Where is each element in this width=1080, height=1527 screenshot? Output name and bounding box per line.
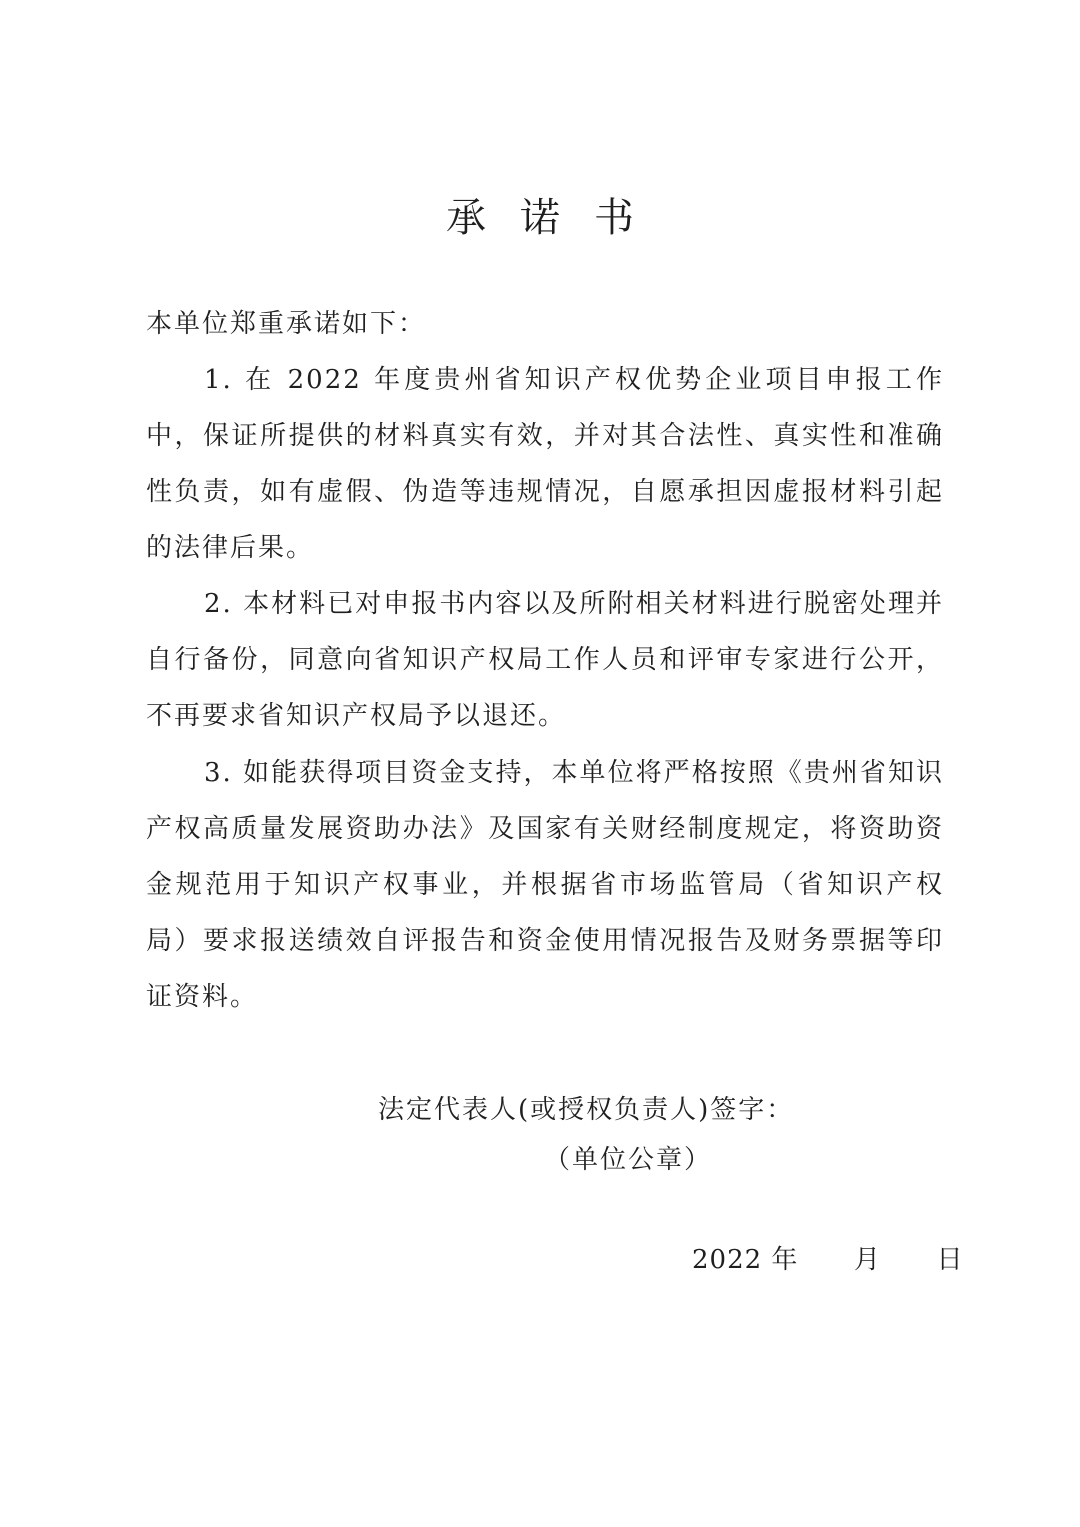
signature-label: 法定代表人(或授权负责人)签字： xyxy=(378,1095,795,1125)
commitment-item-1: 1. 在 2022 年度贵州省知识产权优势企业项目申报工作中，保证所提供的材料真实有效，并对其合法性、真实性和准确性负责，如有虚假、伪造等违规情况，自愿承担因虚报材料引起的法律后果。 xyxy=(146,365,944,563)
intro-text: 本单位郑重承诺如下： xyxy=(146,309,427,339)
seal-label: （单位公章） xyxy=(544,1145,713,1175)
commitment-item-2: 2. 本材料已对申报书内容以及所附相关材料进行脱密处理并自行备份，同意向省知识产权局工作人员和评审专家进行公开，不再要求省知识产权局予以退还。 xyxy=(146,589,944,731)
document-title: 承诺书 xyxy=(446,195,668,241)
date-line: 2022 年 月 日 xyxy=(692,1245,964,1275)
commitment-item-3: 3. 如能获得项目资金支持，本单位将严格按照《贵州省知识产权高质量发展资助办法》及国家有关财经制度规定，将资助资金规范用于知识产权事业，并根据省市场监管局（省知识产权局）要求报送绩效自评报告和资金使用情况报告及财务票据等印证资料。 xyxy=(146,758,944,1012)
